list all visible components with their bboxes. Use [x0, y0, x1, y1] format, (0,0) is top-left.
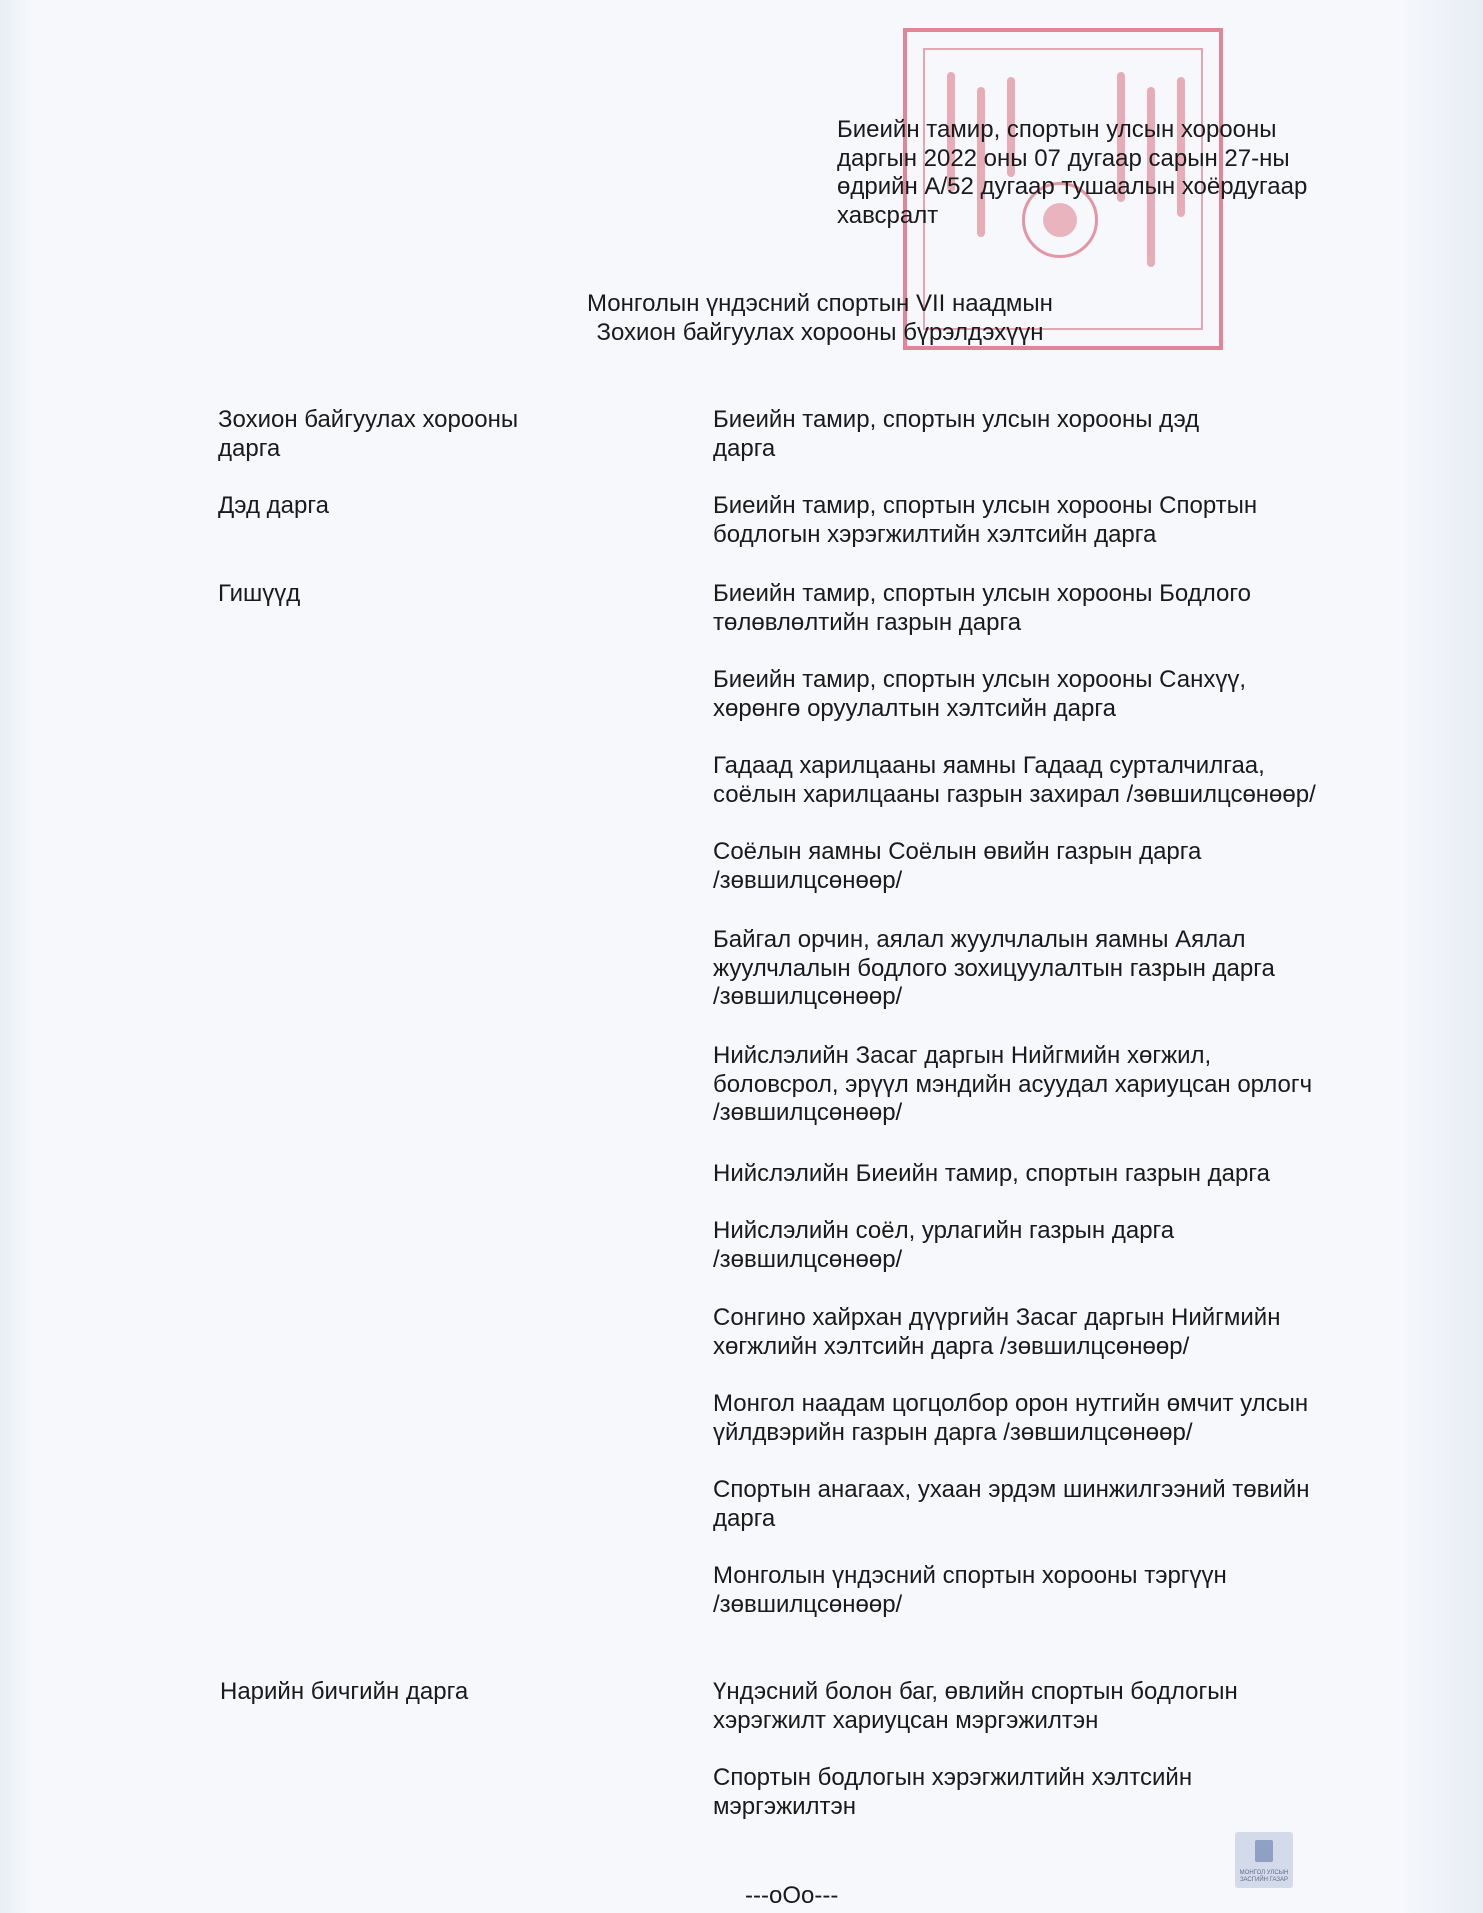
member-item: Монголын үндэсний спортын хорооны тэргүүн /зөвшилцсөнөөр/	[713, 1562, 1227, 1618]
member-item: Сонгино хайрхан дүүргийн Засаг даргын Нийгмийн хөгжлийн хэлтсийн дарга /зөвшилцсөнөөр/	[713, 1304, 1281, 1360]
member-item: Байгал орчин, аялал жуулчлалын яамны Аялал жуулчлалын бодлого зохицуулалтын газрын дарга /зөвшилцсөнөөр/	[713, 926, 1275, 1010]
footer-logo-text: МОНГОЛ УЛСЫН ЗАСГИЙН ГАЗАР	[1239, 1870, 1289, 1883]
member-item: Биеийн тамир, спортын улсын хорооны Санхүү, хөрөнгө оруулалтын хэлтсийн дарга	[713, 666, 1247, 722]
role-value-chair: Биеийн тамир, спортын улсын хорооны дэд дарга	[713, 406, 1200, 462]
member-item: Монгол наадам цогцолбор орон нутгийн өмчит улсын үйлдвэрийн газрын дарга /зөвшилцсөнөөр/	[713, 1390, 1309, 1446]
member-item: Нийслэлийн соёл, урлагийн газрын дарга /зөвшилцсөнөөр/	[713, 1217, 1175, 1273]
role-label-members: Гишүүд	[218, 580, 301, 607]
member-item: Гадаад харилцааны яамны Гадаад сурталчилгаа, соёлын харилцааны газрын захирал /зөвшилцсөнөөр/	[713, 752, 1316, 808]
end-mark: ---oOo---	[745, 1882, 839, 1909]
member-item: Соёлын яамны Соёлын өвийн газрын дарга /зөвшилцсөнөөр/	[713, 838, 1202, 894]
government-logo-icon	[1235, 1832, 1293, 1888]
member-item: Нийслэлийн Засаг даргын Нийгмийн хөгжил, боловсрол, эрүүл мэндийн асуудал хариуцсан орлогч /зөвшилцсөнөөр/	[713, 1042, 1313, 1126]
role-label-vice-chair: Дэд дарга	[218, 492, 329, 519]
role-label-secretary: Нарийн бичгийн дарга	[220, 1678, 469, 1705]
document-title: Монголын үндэсний спортын VII наадмын Зохион байгуулах хорооны бүрэлдэхүүн	[587, 290, 1053, 346]
role-label-chair: Зохион байгуулах хорооны дарга	[218, 406, 519, 462]
secretary-item: Спортын бодлогын хэрэгжилтийн хэлтсийн мэргэжилтэн	[713, 1764, 1193, 1820]
role-value-secretary: Үндэсний болон баг, өвлийн спортын бодлогын хэрэгжилт хариуцсан мэргэжилтэн	[713, 1678, 1238, 1734]
annex-header: Биеийн тамир, спортын улсын хорооны даргын 2022 оны 07 дугаар сарын 27-ны өдрийн А/52 дугаар тушаалын хоёрдугаар хавсралт	[837, 116, 1308, 229]
role-value-vice-chair: Биеийн тамир, спортын улсын хорооны Спортын бодлогын хэрэгжилтийн хэлтсийн дарга	[713, 492, 1258, 548]
member-item: Спортын анагаах, ухаан эрдэм шинжилгээний төвийн дарга	[713, 1476, 1310, 1532]
member-item: Нийслэлийн Биеийн тамир, спортын газрын дарга	[713, 1160, 1270, 1187]
member-item: Биеийн тамир, спортын улсын хорооны Бодлого төлөвлөлтийн газрын дарга	[713, 580, 1251, 636]
